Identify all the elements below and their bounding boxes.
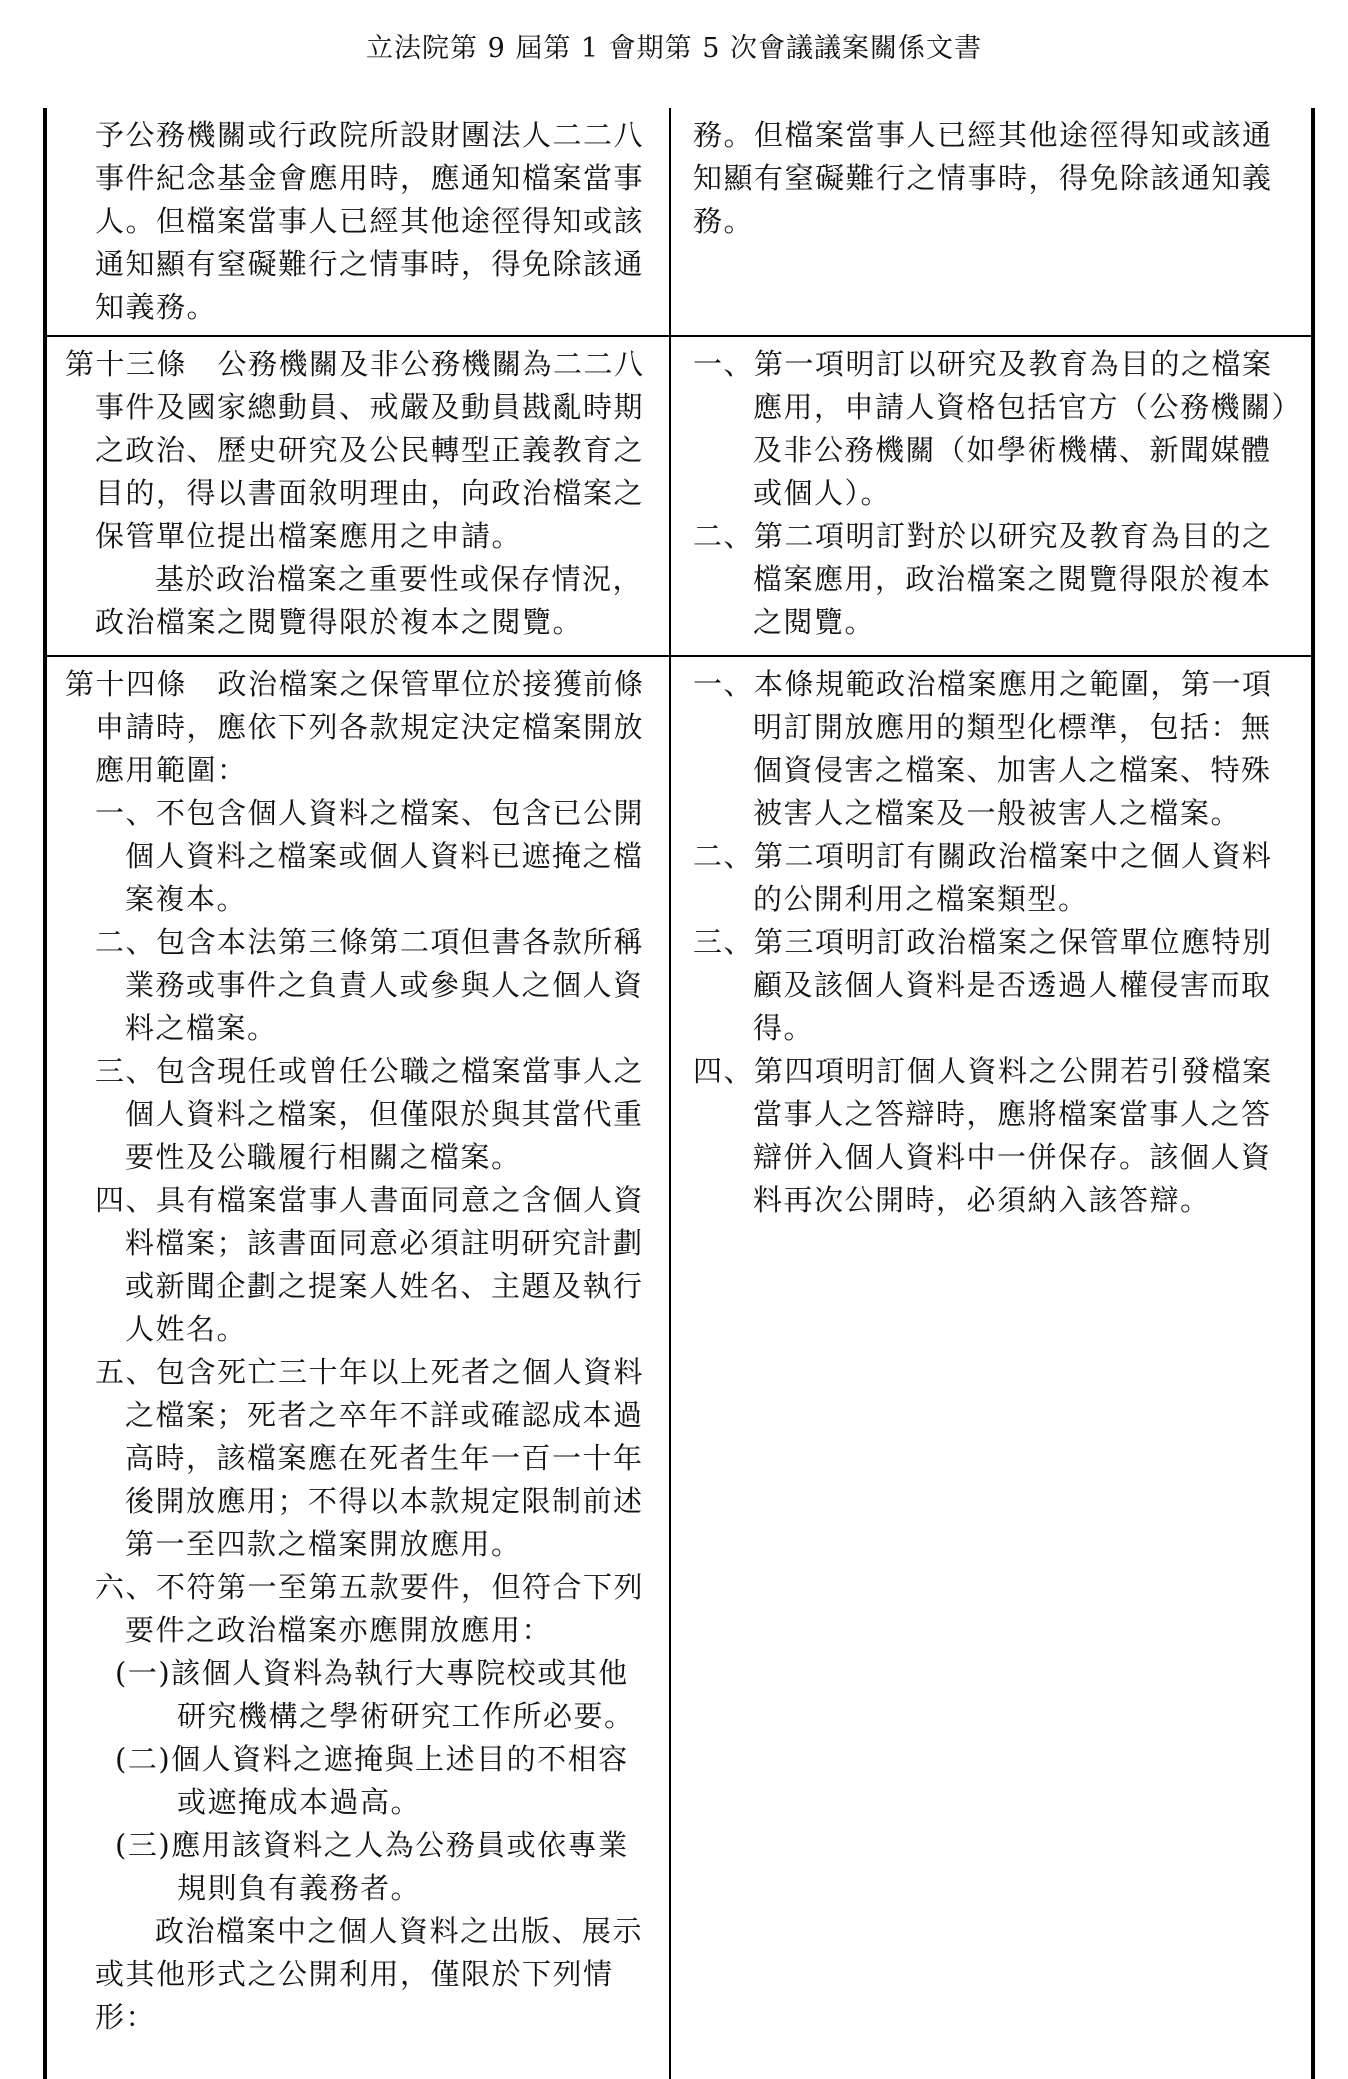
provision-continuation: 予公務機關或行政院所設財團法人二二八事件紀念基金會應用時，應通知檔案當事人。但檔案當事人已經其他途徑得知或該通知顯有窒礙難行之情事時，得免除該通知義務。: [95, 118, 645, 324]
page-header: 立法院第 9 屆第 1 會期第 5 次會議議案關係文書: [365, 33, 983, 64]
explanation-item: 一、本條規範政治檔案應用之範圍，第一項明訂開放應用的類型化標準，包括：無個資侵害之檔案、加害人之檔案、特殊被害人之檔案及一般被害人之檔案。: [693, 667, 1273, 830]
article-14-subitem: (三)應用該資料之人為公務員或依專業規則負有義務者。: [115, 1828, 629, 1905]
comparison-table: [43, 108, 1315, 2079]
table-row: [45, 108, 1313, 336]
article-14-paragraph-2: 政治檔案中之個人資料之出版、展示或其他形式之公開利用，僅限於下列情形：: [95, 1914, 644, 2034]
article-14-item: 二、包含本法第三條第二項但書各款所稱業務或事件之負責人或參與人之個人資料之檔案。: [95, 925, 645, 1045]
explanation-item: 一、第一項明訂以研究及教育為目的之檔案應用，申請人資格包括官方（公務機關）及非公務機關（如學術機構、新聞媒體或個人）。: [693, 347, 1288, 510]
explanation-cell: [670, 656, 1313, 2079]
table-row: [45, 656, 1313, 2079]
provision-cell: [45, 336, 670, 656]
explanation-continuation: 務。但檔案當事人已經其他途徑得知或該通知顯有窒礙難行之情事時，得免除該通知義務。: [693, 118, 1273, 238]
explanation-cell: [670, 336, 1313, 656]
article-14-item: 六、不符第一至第五款要件，但符合下列要件之政治檔案亦應開放應用：: [95, 1570, 645, 1647]
explanation-item: 三、第三項明訂政治檔案之保管單位應特別顧及該個人資料是否透過人權侵害而取得。: [693, 925, 1273, 1045]
explanation-item: 四、第四項明訂個人資料之公開若引發檔案當事人之答辯時，應將檔案當事人之答辯併入個人資料中一併保存。該個人資料再次公開時，必須納入該答辯。: [693, 1054, 1273, 1217]
article-14-item: 五、包含死亡三十年以上死者之個人資料之檔案；死者之卒年不詳或確認成本過高時，該檔案應在死者生年一百一十年後開放應用；不得以本款規定限制前述第一至四款之檔案開放應用。: [95, 1355, 645, 1561]
table-row: [45, 336, 1313, 656]
provision-cell: [45, 108, 670, 336]
explanation-item: 二、第二項明訂有關政治檔案中之個人資料的公開利用之檔案類型。: [693, 839, 1273, 916]
article-14-item: 三、包含現任或曾任公職之檔案當事人之個人資料之檔案，但僅限於與其當代重要性及公職履行相關之檔案。: [95, 1054, 645, 1174]
explanation-item: 二、第二項明訂對於以研究及教育為目的之檔案應用，政治檔案之閱覽得限於複本之閱覽。: [693, 519, 1273, 639]
article-13-heading: 第十三條 公務機關及非公務機關為二二八事件及國家總動員、戒嚴及動員戡亂時期之政治、歷史研究及公民轉型正義教育之目的，得以書面敘明理由，向政治檔案之保管單位提出檔案應用之申請。: [65, 347, 645, 553]
article-14-item: 四、具有檔案當事人書面同意之含個人資料檔案；該書面同意必須註明研究計劃或新聞企劃之提案人姓名、主題及執行人姓名。: [95, 1183, 645, 1346]
article-14-subitem: (一)該個人資料為執行大專院校或其他研究機構之學術研究工作所必要。: [115, 1656, 635, 1733]
article-13-paragraph-2: 基於政治檔案之重要性或保存情況，政治檔案之閱覽得限於複本之閱覽。: [95, 562, 644, 639]
provision-cell: [45, 656, 670, 2079]
article-14-heading: 第十四條 政治檔案之保管單位於接獲前條申請時，應依下列各款規定決定檔案開放應用範圍：: [65, 667, 645, 787]
explanation-cell: [670, 108, 1313, 336]
article-14-item: 一、不包含個人資料之檔案、包含已公開個人資料之檔案或個人資料已遮掩之檔案複本。: [95, 796, 645, 916]
article-14-subitem: (二)個人資料之遮掩與上述目的不相容或遮掩成本過高。: [115, 1742, 629, 1819]
